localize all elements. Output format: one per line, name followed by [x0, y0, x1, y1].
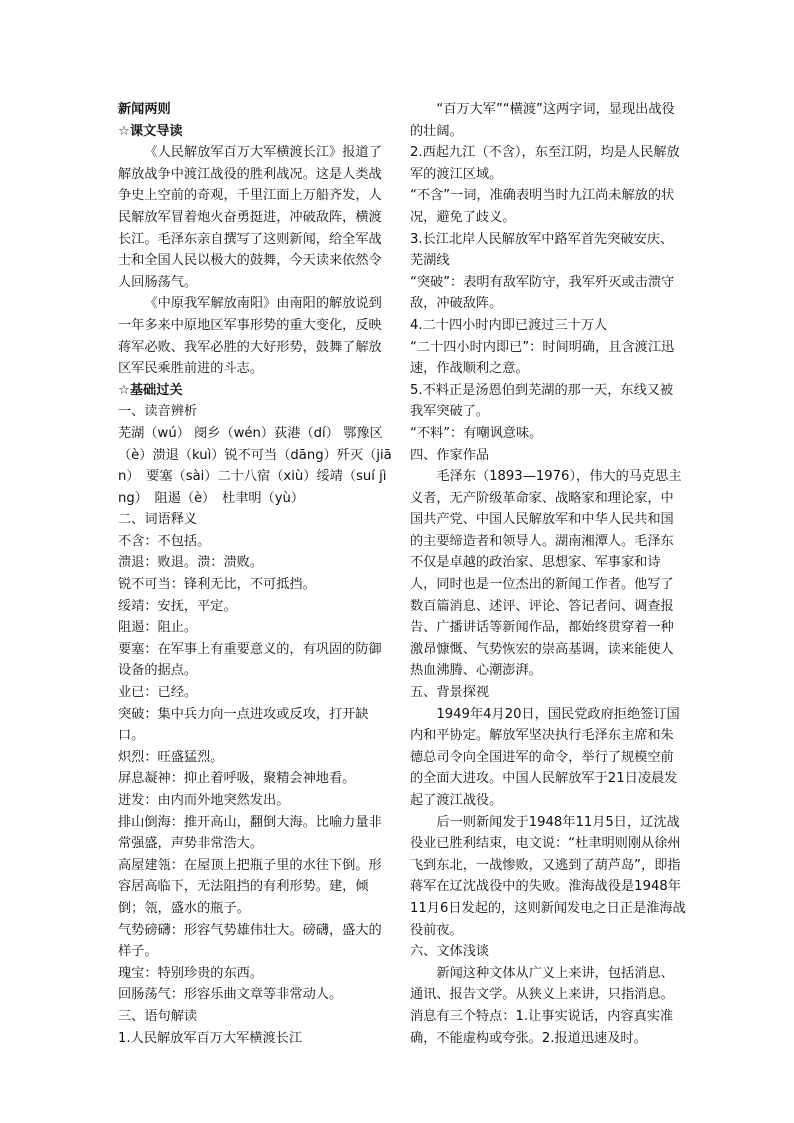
left_column-paragraph: 1.人民解放军百万大军横渡长江 — [118, 1030, 303, 1046]
left_column-paragraph: 阻遏：阻止。 — [118, 620, 198, 636]
right_column-paragraph: 3.长江北岸人民解放军中路军首先突破安庆、芜湖线 — [410, 231, 674, 269]
right_column-paragraph: 5.不料正是汤恩伯到芜湖的那一天，东线又被我军突破了。 — [410, 382, 674, 420]
right_column-paragraph: 2.西起九江（不含），东至江阴，均是人民解放军的渡江区域。 — [410, 145, 680, 182]
left_column-paragraph: 锐不可当：锋利无比，不可抵挡。 — [118, 577, 316, 593]
left_column-paragraph: 排山倒海：推开高山，翻倒大海。比喻力量非常强盛，声势非常浩大。 — [118, 814, 382, 852]
left_column-paragraph: ☆基础过关 — [118, 382, 183, 398]
right_column-paragraph: 4.二十四小时内即已渡过三十万人 — [410, 317, 608, 333]
left_column-paragraph: ☆课文导读 — [118, 123, 183, 139]
left_column-paragraph: 屏息凝神：抑止着呼吸，聚精会神地看。 — [118, 771, 356, 787]
left_column-paragraph: 芜湖（wú） 阌乡（wén）荻港（dí） 鄂豫区（è）溃退（kuì）锐不可当（dāng）歼灭（jiān） 要塞（sài）二十八宿（xiù）绥靖（suí jìng） 阻遏（è） 杜聿明（yù） — [118, 425, 392, 506]
right_column-paragraph: “不料”：有嘲讽意味。 — [410, 425, 543, 441]
left_column-paragraph: 回肠荡气：形容乐曲文章等非常动人。 — [118, 987, 343, 1003]
right-column — [410, 99, 686, 1049]
left_column-paragraph: 炽烈：旺盛猛烈。 — [118, 749, 224, 765]
right_column-paragraph: “不含”一词，准确表明当时九江尚未解放的状况，避免了歧义。 — [410, 188, 675, 225]
left_column-paragraph: 瑰宝：特别珍贵的东西。 — [118, 965, 264, 981]
right_column-paragraph: “二十四小时内即已”：时间明确，且含渡江迅速，作战顺利之意。 — [410, 339, 675, 377]
right_column-paragraph: “百万大军”“横渡”这两字词，显现出战役的壮阔。 — [410, 102, 675, 139]
left_column-paragraph: 气势磅礴：形容气势雄伟壮大。磅礴，盛大的样子。 — [118, 922, 382, 960]
left_column-paragraph: 要塞：在军事上有重要意义的，有巩固的防御设备的据点。 — [118, 641, 382, 679]
left_column-paragraph: 绥靖：安抚，平定。 — [118, 598, 237, 614]
left_column-paragraph: 溃退：败退。溃：溃败。 — [118, 555, 264, 571]
right_column-paragraph: 1949年4月20日，国民党政府拒绝签订国内和平协定。解放军坚决执行毛泽东主席和朱德总司令向全国进军的命令，举行了规模空前的全面大进攻。中国人民解放军于21日凌晨发起了渡江战役。 — [410, 706, 680, 808]
right_column-paragraph: 六、文体浅谈 — [410, 944, 490, 960]
right_column-paragraph: 后一则新闻发于1948年11月5日，辽沈战役业已胜利结束，电文说：“杜聿明则刚从徐州飞到东北，一战惨败，又逃到了葫芦岛”，即指蒋军在辽沈战役中的失败。淮海战役是1948年11月6日发起的，这则新闻发电之日正是淮海战役前夜。 — [410, 814, 686, 938]
left_column-paragraph: 突破：集中兵力向一点进攻或反攻，打开缺口。 — [118, 706, 369, 744]
left_column-paragraph: 二、词语释义 — [118, 512, 198, 528]
right_column-paragraph: 四、作家作品 — [410, 447, 490, 463]
right_column-paragraph: 毛泽东（1893—1976），伟大的马克思主义者，无产阶级革命家、战略家和理论家，中国共产党、中国人民解放军和中华人民共和国的主要缔造者和领导人。湖南湘潭人。毛泽东不仅是卓越的政治家、思想家、军事家和诗人，同时也是一位杰出的新闻工作者。他写了数百篇消息、述评、评论、答记者问、调查报告、广播讲话等新闻作品，都始终贯穿着一种激昂慷慨、气势恢宏的崇高基调，读来能使人热血沸腾、心潮澎湃。 — [410, 469, 682, 679]
left_column-paragraph: 新闻两则 — [118, 102, 171, 117]
right_column-paragraph: “突破”：表明有敌军防守，我军歼灭或击溃守敌，冲破敌阵。 — [410, 274, 675, 312]
left_column-paragraph: 《中原我军解放南阳》由南阳的解放说到一年多来中原地区军事形势的重大变化，反映蒋军必败、我军必胜的大好形势，鼓舞了解放区军民乘胜前进的斗志。 — [118, 296, 382, 377]
left_column-paragraph: 不含：不包括。 — [118, 533, 211, 549]
left_column-paragraph: 《人民解放军百万大军横渡长江》报道了解放战争中渡江战役的胜利战况。这是人类战争史上空前的奇观，千里江面上万船齐发，人民解放军冒着炮火奋勇挺进，冲破敌阵，横渡长江。毛泽东亲自撰写了这则新闻，给全军战士和全国人民以极大的鼓舞，今天读来依然令人回肠荡气。 — [118, 145, 382, 290]
right_column-paragraph: 五、背景探视 — [410, 685, 490, 701]
left_column-paragraph: 迸发：由内而外地突然发出。 — [118, 793, 290, 808]
left-column — [118, 99, 394, 1049]
left_column-paragraph: 高屋建瓴：在屋顶上把瓶子里的水往下倒。形容居高临下，无法阻挡的有利形势。建，倾倒；瓴，盛水的瓶子。 — [118, 857, 382, 916]
left_column-paragraph: 业已：已经。 — [118, 685, 198, 701]
right_column-paragraph: 新闻这种文体从广义上来讲，包括消息、通讯、报告文学。从狭义上来讲，只指消息。消息有三个特点：1.让事实说话，内容真实准确，不能虚构或夸张。2.报道迅速及时。 — [410, 965, 674, 1046]
left_column-paragraph: 一、读音辨析 — [118, 404, 198, 420]
left_column-paragraph: 三、语句解读 — [118, 1008, 198, 1024]
